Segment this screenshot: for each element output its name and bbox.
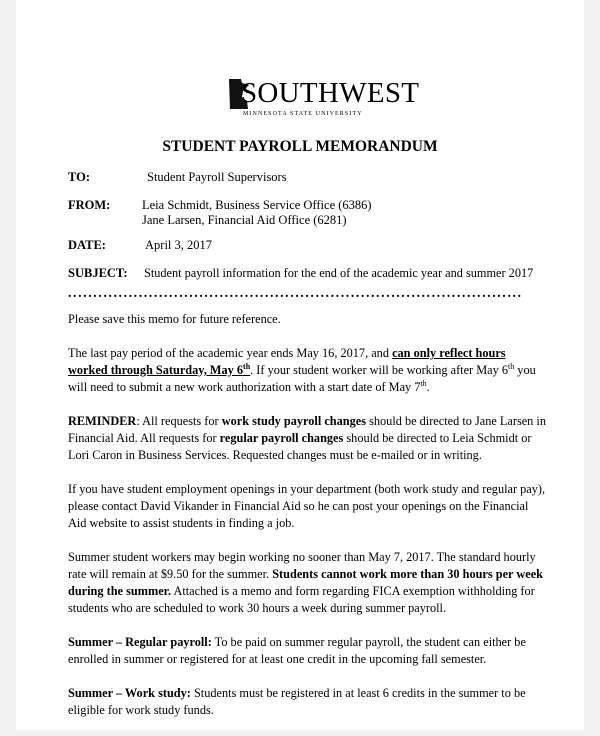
- paragraph-summer-work-study: [68, 685, 548, 719]
- text-span: Summer student workers may begin working no sooner than May 7, 2017. The standard hourly rate will remain at $9.50 for the summer.: [68, 550, 536, 581]
- to-label: TO:: [68, 170, 90, 184]
- dotted-separator: ..........................................................................................: [68, 288, 523, 300]
- subject-value: Student payroll information for the end of the academic year and summer 2017: [144, 266, 534, 280]
- emphasis-30-hours: Students cannot work more than 30 hours per week during the summer.: [68, 567, 543, 598]
- paragraph-summer-regular: [68, 634, 548, 668]
- from-label: FROM:: [68, 198, 111, 212]
- date-label: DATE:: [68, 238, 106, 252]
- text-span: worked through Saturday, May 6: [68, 363, 244, 377]
- text-span: : All requests for: [136, 414, 222, 428]
- text-span: Attached is a memo and form regarding FICA exemption withholding for students who are scheduled to work 30 hours a week during summer payroll.: [68, 584, 535, 615]
- paragraph-openings: If you have student employment openings in your department (both work study and regular pay), please contact David Vikander in Financial Aid so he can post your openings on the Financial Aid website to assist students in finding a job.: [68, 482, 546, 530]
- superscript: th: [420, 378, 427, 388]
- paragraph-reminder: [68, 413, 548, 464]
- emphasis-work-study-changes: work study payroll changes: [221, 414, 367, 428]
- paragraph-summer-workers: [68, 549, 548, 617]
- reminder-label: REMINDER: [68, 414, 137, 428]
- summer-regular-label: Summer – Regular payroll:: [68, 635, 212, 649]
- logo-wordmark: SOUTHWEST: [241, 77, 420, 109]
- subject-label: SUBJECT:: [68, 266, 128, 280]
- text-span: you will need to submit a new work authorization with a start date of May 7: [68, 363, 536, 394]
- text-span: .: [426, 380, 430, 394]
- date-value: April 3, 2017: [145, 238, 213, 252]
- paragraph-last-pay-period: [68, 345, 548, 396]
- superscript: th: [243, 361, 251, 371]
- memo-body: [68, 311, 548, 736]
- logo-subtitle: MINNESOTA STATE UNIVERSITY: [243, 111, 363, 117]
- text-span: . If your student worker will be working after May 6: [250, 363, 508, 377]
- text-span: should be directed to Leia Schmidt or Lori Caron in Business Services. Requested changes must be e-mailed or in writing.: [68, 431, 532, 462]
- paragraph-save-memo: Please save this memo for future reference.: [68, 312, 281, 326]
- to-value: Student Payroll Supervisors: [147, 170, 287, 184]
- university-logo: [221, 75, 420, 125]
- from-line-1: Leia Schmidt, Business Service Office (6386): [142, 198, 372, 212]
- text-span: To be paid on summer regular payroll, the student can either be enrolled in summer or registered for at least one credit in the upcoming fall semester.: [68, 635, 526, 666]
- emphasis-reflect-hours: can only reflect hours: [392, 346, 506, 360]
- text-span: Students must be registered in at least 6 credits in the summer to be eligible for work study funds.: [68, 686, 526, 717]
- emphasis-regular-changes: regular payroll changes: [219, 431, 344, 445]
- memo-page: [16, 0, 584, 730]
- superscript: th: [507, 361, 515, 371]
- memo-title: STUDENT PAYROLL MEMORANDUM: [162, 138, 438, 155]
- text-span: should be directed to Jane Larsen in Financial Aid. All requests for: [68, 414, 546, 445]
- from-line-2: Jane Larsen, Financial Aid Office (6281): [142, 213, 347, 227]
- text-span: The last pay period of the academic year ends May 16, 2017, and: [68, 346, 393, 360]
- emphasis-worked-through: [68, 363, 250, 377]
- summer-work-study-label: Summer – Work study:: [68, 686, 191, 700]
